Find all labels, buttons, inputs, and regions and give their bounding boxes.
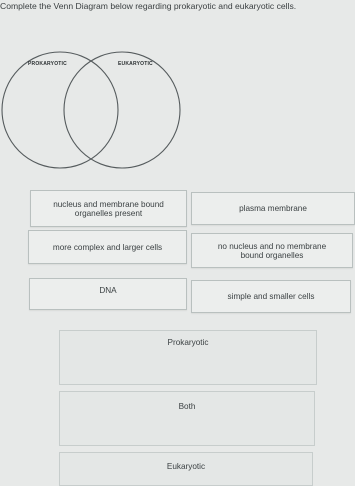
drop-zone-label: Eukaryotic (166, 462, 206, 471)
tile-no-nucleus[interactable] (191, 233, 353, 268)
instructions-text: Complete the Venn Diagram below regarding prokaryotic and eukaryotic cells. (0, 1, 297, 11)
drop-zone-prokaryotic[interactable] (59, 330, 317, 385)
prokaryotic-label: PROKARYOTIC (28, 61, 67, 67)
drop-zone-both[interactable] (59, 391, 315, 446)
tile-simple-smaller[interactable] (191, 280, 351, 313)
eukaryotic-label: EUKARYOTIC (118, 61, 153, 67)
prokaryotic-circle (2, 52, 118, 168)
tile-more-complex-larger[interactable] (28, 230, 187, 264)
tile-nucleus-membrane-bound[interactable] (30, 190, 187, 227)
drop-zone-eukaryotic[interactable] (59, 452, 313, 486)
drop-zone-label: Prokaryotic (167, 338, 209, 347)
tile-text-line1: nucleus and membrane bound (53, 199, 164, 209)
venn-diagram (0, 36, 190, 196)
tile-text-line1: no nucleus and no membrane (217, 241, 327, 251)
tile-text-line2: bound organelles (240, 250, 304, 260)
tile-text-line1: simple and smaller cells (227, 292, 315, 301)
tile-plasma-membrane[interactable] (191, 192, 355, 225)
tile-text-line1: plasma membrane (239, 204, 307, 213)
tile-text-line1: DNA (99, 285, 117, 295)
tile-dna[interactable] (29, 278, 187, 310)
tile-text-line2: organelles present (74, 208, 143, 218)
eukaryotic-circle (64, 52, 180, 168)
drop-zone-label: Both (178, 402, 196, 411)
tile-text-line1: more complex and larger cells (52, 242, 163, 252)
